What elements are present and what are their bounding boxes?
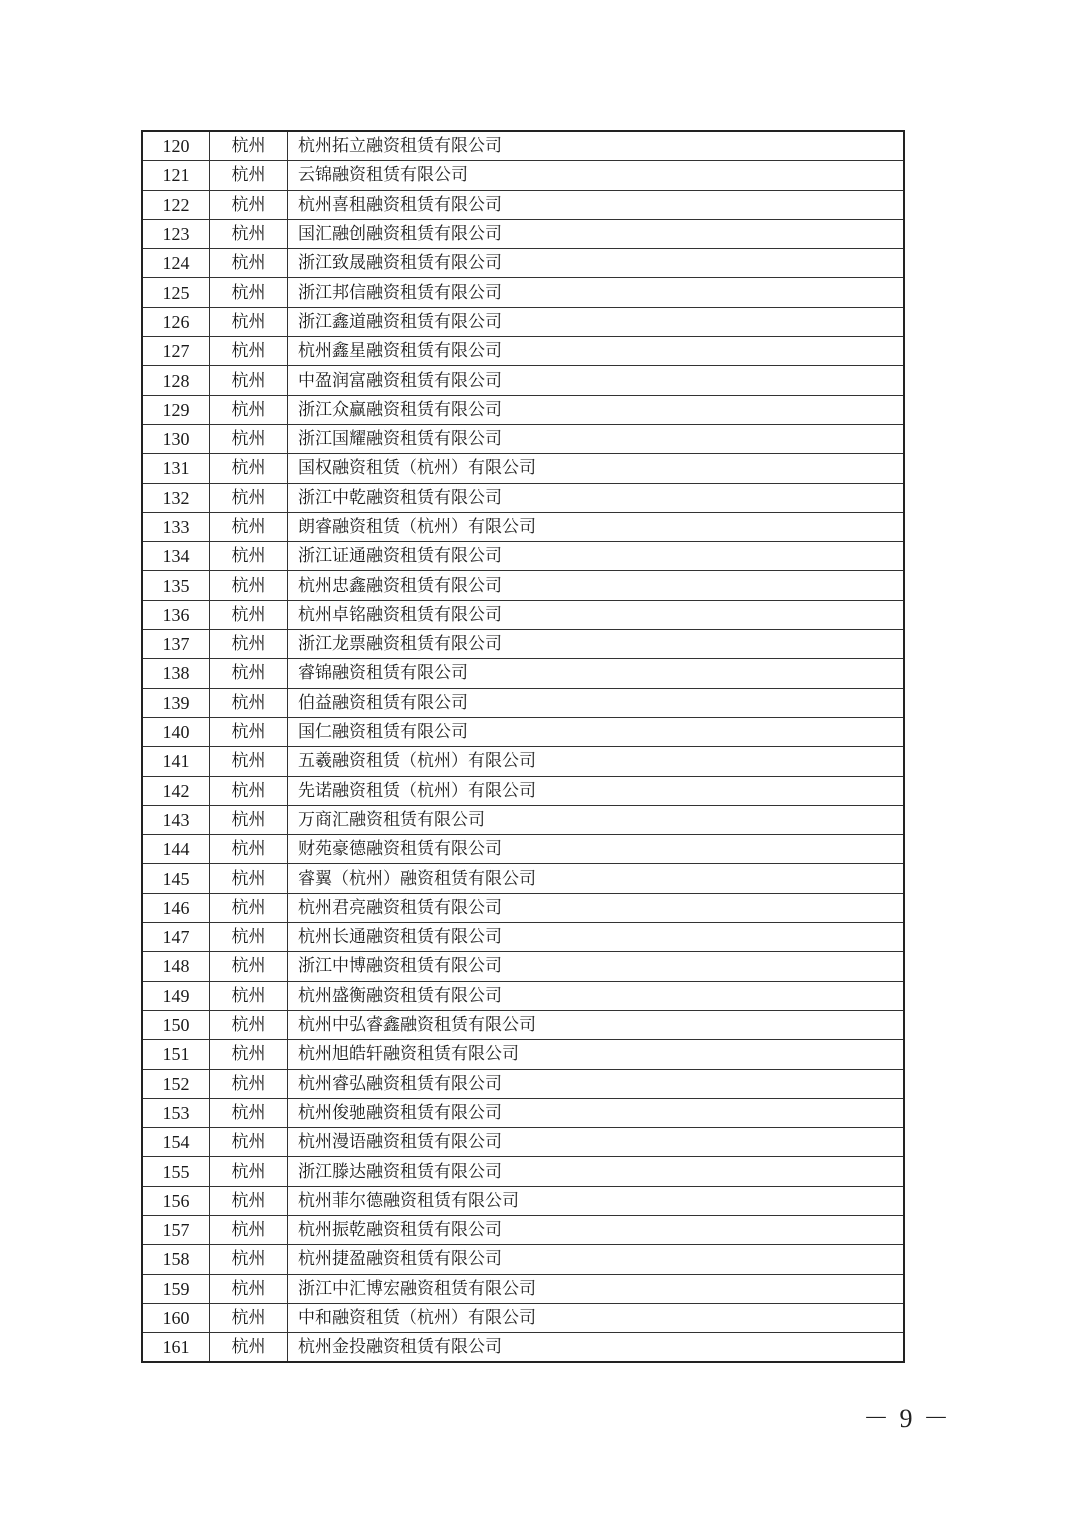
row-number-cell: 158	[142, 1245, 210, 1274]
company-name-cell: 杭州喜租融资租赁有限公司	[288, 190, 905, 219]
city-cell: 杭州	[210, 337, 288, 366]
table-row	[142, 893, 904, 922]
company-name-cell: 杭州中弘睿鑫融资租赁有限公司	[288, 1010, 905, 1039]
city-cell: 杭州	[210, 776, 288, 805]
city-cell: 杭州	[210, 835, 288, 864]
company-name-cell: 伯益融资租赁有限公司	[288, 688, 905, 717]
company-name-cell: 浙江中汇博宏融资租赁有限公司	[288, 1274, 905, 1303]
row-number-cell: 130	[142, 424, 210, 453]
city-cell: 杭州	[210, 512, 288, 541]
row-number-cell: 128	[142, 366, 210, 395]
table-row	[142, 864, 904, 893]
company-name-cell: 杭州振乾融资租赁有限公司	[288, 1215, 905, 1244]
company-name-cell: 云锦融资租赁有限公司	[288, 161, 905, 190]
company-name-cell: 万商汇融资租赁有限公司	[288, 805, 905, 834]
city-cell: 杭州	[210, 1186, 288, 1215]
city-cell: 杭州	[210, 1010, 288, 1039]
company-name-cell: 财苑豪德融资租赁有限公司	[288, 835, 905, 864]
company-name-cell: 浙江证通融资租赁有限公司	[288, 542, 905, 571]
row-number-cell: 140	[142, 717, 210, 746]
city-cell: 杭州	[210, 688, 288, 717]
row-number-cell: 146	[142, 893, 210, 922]
row-number-cell: 155	[142, 1157, 210, 1186]
city-cell: 杭州	[210, 1215, 288, 1244]
table-row	[142, 161, 904, 190]
city-cell: 杭州	[210, 659, 288, 688]
company-name-cell: 杭州拓立融资租赁有限公司	[288, 131, 905, 161]
company-name-cell: 杭州君亮融资租赁有限公司	[288, 893, 905, 922]
city-cell: 杭州	[210, 1274, 288, 1303]
row-number-cell: 160	[142, 1303, 210, 1332]
row-number-cell: 132	[142, 483, 210, 512]
city-cell: 杭州	[210, 454, 288, 483]
company-list-table	[141, 130, 905, 1363]
table-row	[142, 131, 904, 161]
company-name-cell: 浙江滕达融资租赁有限公司	[288, 1157, 905, 1186]
row-number-cell: 145	[142, 864, 210, 893]
row-number-cell: 150	[142, 1010, 210, 1039]
city-cell: 杭州	[210, 1098, 288, 1127]
row-number-cell: 122	[142, 190, 210, 219]
row-number-cell: 153	[142, 1098, 210, 1127]
company-name-cell: 浙江龙票融资租赁有限公司	[288, 630, 905, 659]
company-name-cell: 中和融资租赁（杭州）有限公司	[288, 1303, 905, 1332]
table-row	[142, 366, 904, 395]
city-cell: 杭州	[210, 366, 288, 395]
row-number-cell: 152	[142, 1069, 210, 1098]
city-cell: 杭州	[210, 1040, 288, 1069]
table-row	[142, 395, 904, 424]
company-name-cell: 杭州鑫星融资租赁有限公司	[288, 337, 905, 366]
table-body	[142, 131, 904, 1362]
city-cell: 杭州	[210, 864, 288, 893]
company-name-cell: 杭州金投融资租赁有限公司	[288, 1333, 905, 1363]
table-row	[142, 1128, 904, 1157]
city-cell: 杭州	[210, 1245, 288, 1274]
city-cell: 杭州	[210, 278, 288, 307]
row-number-cell: 129	[142, 395, 210, 424]
city-cell: 杭州	[210, 1157, 288, 1186]
city-cell: 杭州	[210, 893, 288, 922]
table-row	[142, 1186, 904, 1215]
table-row	[142, 600, 904, 629]
table-row	[142, 424, 904, 453]
city-cell: 杭州	[210, 747, 288, 776]
table-row	[142, 1098, 904, 1127]
table-row	[142, 219, 904, 248]
company-name-cell: 国仁融资租赁有限公司	[288, 717, 905, 746]
table-row	[142, 278, 904, 307]
table-row	[142, 307, 904, 336]
company-name-cell: 浙江国耀融资租赁有限公司	[288, 424, 905, 453]
city-cell: 杭州	[210, 717, 288, 746]
row-number-cell: 136	[142, 600, 210, 629]
city-cell: 杭州	[210, 805, 288, 834]
table-row	[142, 1245, 904, 1274]
row-number-cell: 159	[142, 1274, 210, 1303]
city-cell: 杭州	[210, 395, 288, 424]
row-number-cell: 149	[142, 981, 210, 1010]
table-row	[142, 835, 904, 864]
row-number-cell: 126	[142, 307, 210, 336]
city-cell: 杭州	[210, 307, 288, 336]
table-row	[142, 190, 904, 219]
table-row	[142, 923, 904, 952]
company-name-cell: 中盈润富融资租赁有限公司	[288, 366, 905, 395]
city-cell: 杭州	[210, 600, 288, 629]
company-name-cell: 杭州捷盈融资租赁有限公司	[288, 1245, 905, 1274]
table-row	[142, 952, 904, 981]
row-number-cell: 144	[142, 835, 210, 864]
table-row	[142, 571, 904, 600]
row-number-cell: 124	[142, 249, 210, 278]
table-row	[142, 483, 904, 512]
company-name-cell: 浙江中博融资租赁有限公司	[288, 952, 905, 981]
company-name-cell: 浙江致晟融资租赁有限公司	[288, 249, 905, 278]
row-number-cell: 120	[142, 131, 210, 161]
company-name-cell: 国汇融创融资租赁有限公司	[288, 219, 905, 248]
company-name-cell: 浙江中乾融资租赁有限公司	[288, 483, 905, 512]
table-row	[142, 1303, 904, 1332]
company-name-cell: 杭州旭皓轩融资租赁有限公司	[288, 1040, 905, 1069]
table-row	[142, 1040, 904, 1069]
city-cell: 杭州	[210, 190, 288, 219]
city-cell: 杭州	[210, 1069, 288, 1098]
city-cell: 杭州	[210, 1128, 288, 1157]
row-number-cell: 148	[142, 952, 210, 981]
table-row	[142, 542, 904, 571]
company-name-cell: 杭州俊驰融资租赁有限公司	[288, 1098, 905, 1127]
row-number-cell: 138	[142, 659, 210, 688]
table-row	[142, 1069, 904, 1098]
row-number-cell: 121	[142, 161, 210, 190]
company-name-cell: 杭州长通融资租赁有限公司	[288, 923, 905, 952]
row-number-cell: 135	[142, 571, 210, 600]
city-cell: 杭州	[210, 131, 288, 161]
city-cell: 杭州	[210, 1303, 288, 1332]
row-number-cell: 143	[142, 805, 210, 834]
city-cell: 杭州	[210, 542, 288, 571]
table-row	[142, 337, 904, 366]
row-number-cell: 123	[142, 219, 210, 248]
city-cell: 杭州	[210, 219, 288, 248]
page-number: － 9 －	[862, 1404, 951, 1433]
table-row	[142, 1010, 904, 1039]
table-row	[142, 1157, 904, 1186]
company-name-cell: 杭州忠鑫融资租赁有限公司	[288, 571, 905, 600]
table-row	[142, 776, 904, 805]
row-number-cell: 127	[142, 337, 210, 366]
table-row	[142, 805, 904, 834]
row-number-cell: 139	[142, 688, 210, 717]
row-number-cell: 154	[142, 1128, 210, 1157]
table-row	[142, 659, 904, 688]
company-name-cell: 朗睿融资租赁（杭州）有限公司	[288, 512, 905, 541]
row-number-cell: 125	[142, 278, 210, 307]
company-name-cell: 杭州卓铭融资租赁有限公司	[288, 600, 905, 629]
row-number-cell: 142	[142, 776, 210, 805]
city-cell: 杭州	[210, 424, 288, 453]
table-row	[142, 630, 904, 659]
row-number-cell: 147	[142, 923, 210, 952]
company-name-cell: 五羲融资租赁（杭州）有限公司	[288, 747, 905, 776]
company-name-cell: 浙江众赢融资租赁有限公司	[288, 395, 905, 424]
table-row	[142, 981, 904, 1010]
row-number-cell: 156	[142, 1186, 210, 1215]
company-name-cell: 睿锦融资租赁有限公司	[288, 659, 905, 688]
company-name-cell: 杭州睿弘融资租赁有限公司	[288, 1069, 905, 1098]
company-name-cell: 杭州漫语融资租赁有限公司	[288, 1128, 905, 1157]
city-cell: 杭州	[210, 249, 288, 278]
city-cell: 杭州	[210, 981, 288, 1010]
company-name-cell: 国权融资租赁（杭州）有限公司	[288, 454, 905, 483]
company-name-cell: 睿翼（杭州）融资租赁有限公司	[288, 864, 905, 893]
table-row	[142, 688, 904, 717]
city-cell: 杭州	[210, 483, 288, 512]
city-cell: 杭州	[210, 923, 288, 952]
row-number-cell: 131	[142, 454, 210, 483]
table-row	[142, 1215, 904, 1244]
city-cell: 杭州	[210, 161, 288, 190]
company-name-cell: 浙江鑫道融资租赁有限公司	[288, 307, 905, 336]
city-cell: 杭州	[210, 1333, 288, 1363]
row-number-cell: 134	[142, 542, 210, 571]
city-cell: 杭州	[210, 630, 288, 659]
city-cell: 杭州	[210, 952, 288, 981]
row-number-cell: 133	[142, 512, 210, 541]
table-row	[142, 717, 904, 746]
row-number-cell: 141	[142, 747, 210, 776]
company-name-cell: 浙江邦信融资租赁有限公司	[288, 278, 905, 307]
table-row	[142, 1274, 904, 1303]
table-row	[142, 249, 904, 278]
company-name-cell: 先诺融资租赁（杭州）有限公司	[288, 776, 905, 805]
table-row	[142, 747, 904, 776]
row-number-cell: 137	[142, 630, 210, 659]
company-name-cell: 杭州菲尔德融资租赁有限公司	[288, 1186, 905, 1215]
company-name-cell: 杭州盛衡融资租赁有限公司	[288, 981, 905, 1010]
row-number-cell: 161	[142, 1333, 210, 1363]
table-row	[142, 1333, 904, 1363]
table-row	[142, 454, 904, 483]
city-cell: 杭州	[210, 571, 288, 600]
row-number-cell: 151	[142, 1040, 210, 1069]
table-row	[142, 512, 904, 541]
row-number-cell: 157	[142, 1215, 210, 1244]
